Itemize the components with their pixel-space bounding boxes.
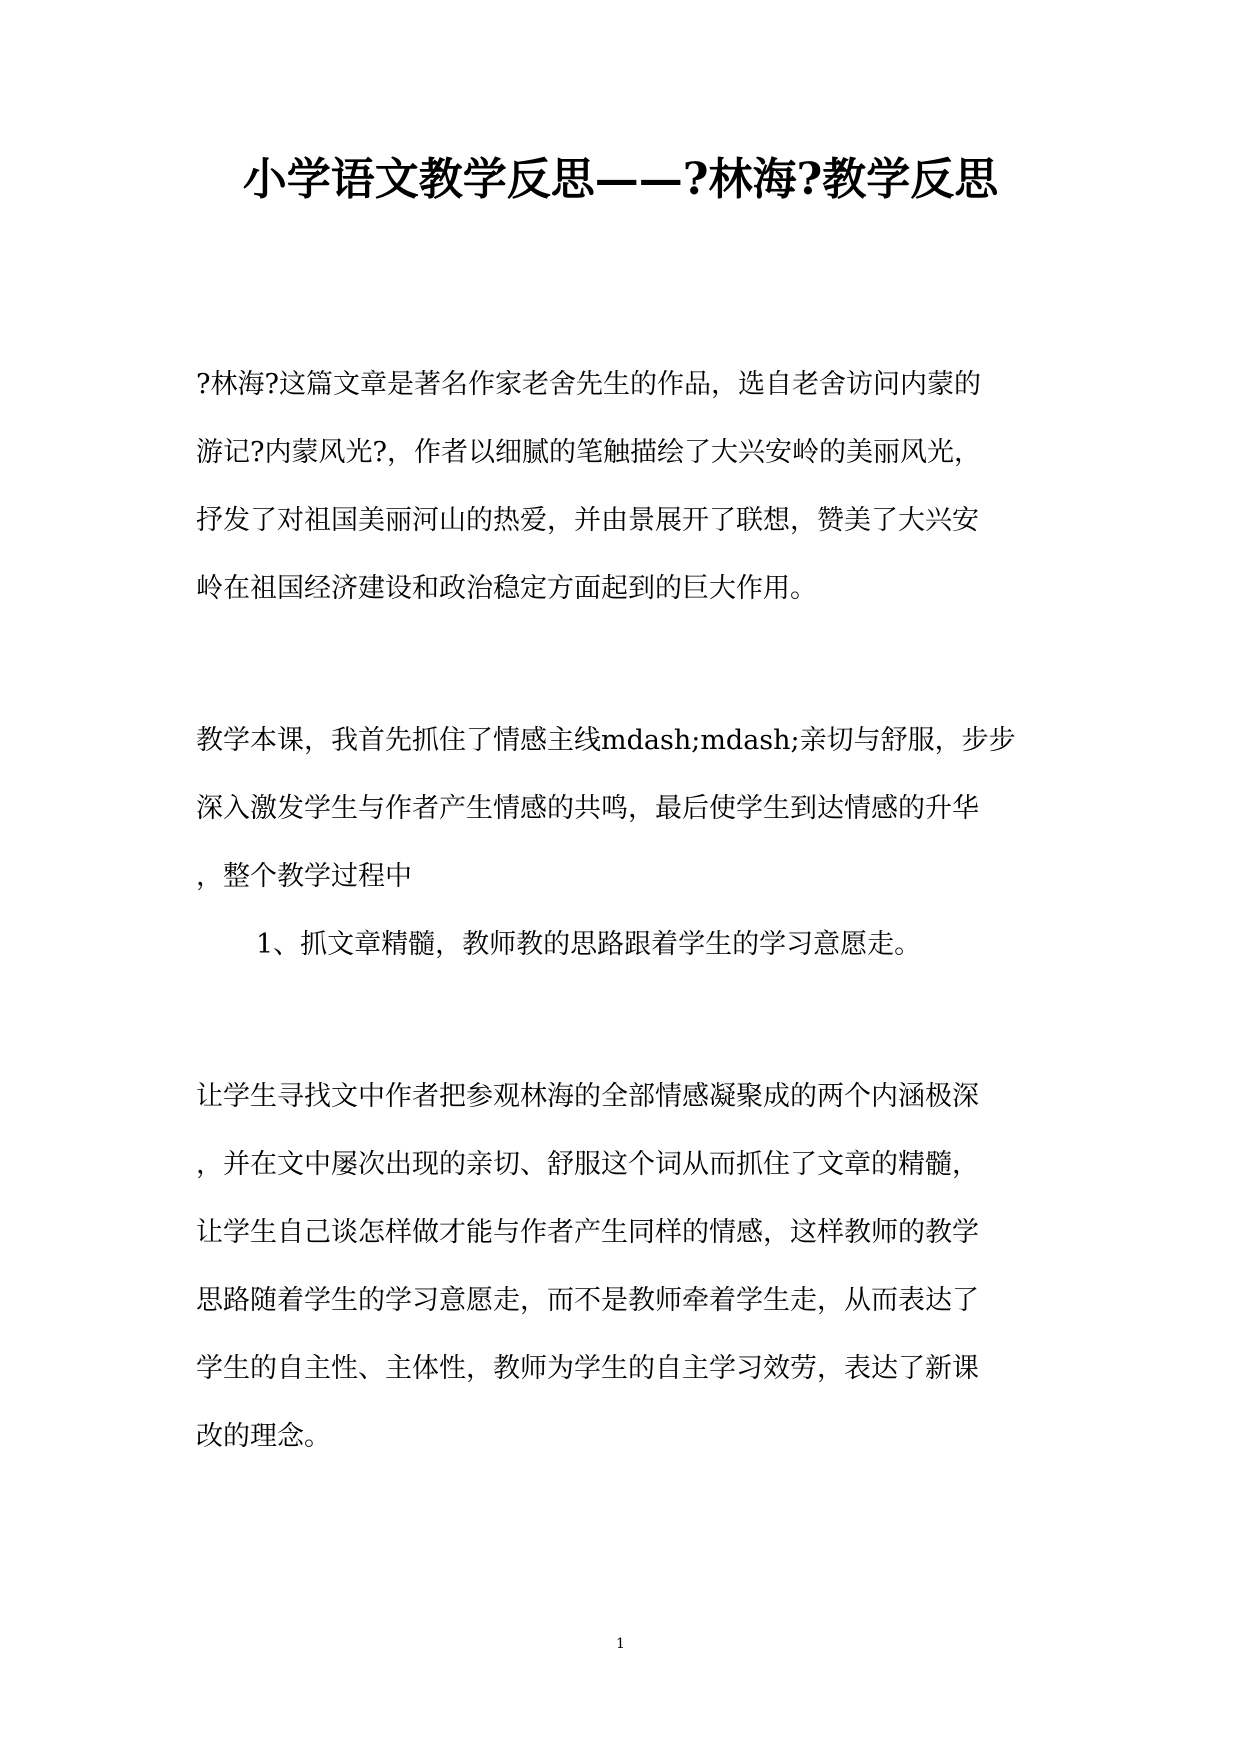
paragraph-3-line-1: 让学生寻找文中作者把参观林海的全部情感凝聚成的两个内涵极深 bbox=[196, 1081, 979, 1112]
paragraph-3-line-2: ，并在文中屡次出现的亲切、舒服这个词从而抓住了文章的精髓， bbox=[196, 1149, 979, 1180]
paragraph-3-line-3: 让学生自己谈怎样做才能与作者产生同样的情感，这样教师的教学 bbox=[196, 1217, 979, 1248]
list-item-1: 1、抓文章精髓，教师教的思路跟着学生的学习意愿走。 bbox=[256, 929, 922, 960]
paragraph-1-line-3: 抒发了对祖国美丽河山的热爱，并由景展开了联想，赞美了大兴安 bbox=[196, 505, 979, 536]
paragraph-3-line-6: 改的理念。 bbox=[196, 1421, 331, 1452]
paragraph-2-line-2: 深入激发学生与作者产生情感的共鸣，最后使学生到达情感的升华 bbox=[196, 793, 979, 824]
paragraph-3-line-5: 学生的自主性、主体性，教师为学生的自主学习效劳，表达了新课 bbox=[196, 1353, 979, 1384]
document-title: 小学语文教学反思——?林海?教学反思 bbox=[242, 154, 999, 205]
paragraph-1-line-4: 岭在祖国经济建设和政治稳定方面起到的巨大作用。 bbox=[196, 573, 817, 604]
paragraph-1-line-2: 游记?内蒙风光?，作者以细腻的笔触描绘了大兴安岭的美丽风光， bbox=[196, 437, 981, 468]
page-number: 1 bbox=[616, 1636, 625, 1652]
paragraph-1-line-1: ?林海?这篇文章是著名作家老舍先生的作品，选自老舍访问内蒙的 bbox=[196, 369, 981, 400]
paragraph-2-line-1: 教学本课，我首先抓住了情感主线mdash;mdash;亲切与舒服，步步 bbox=[196, 725, 1016, 756]
paragraph-3-line-4: 思路随着学生的学习意愿走，而不是教师牵着学生走，从而表达了 bbox=[196, 1285, 979, 1316]
paragraph-2-line-3: ，整个教学过程中 bbox=[196, 861, 412, 892]
